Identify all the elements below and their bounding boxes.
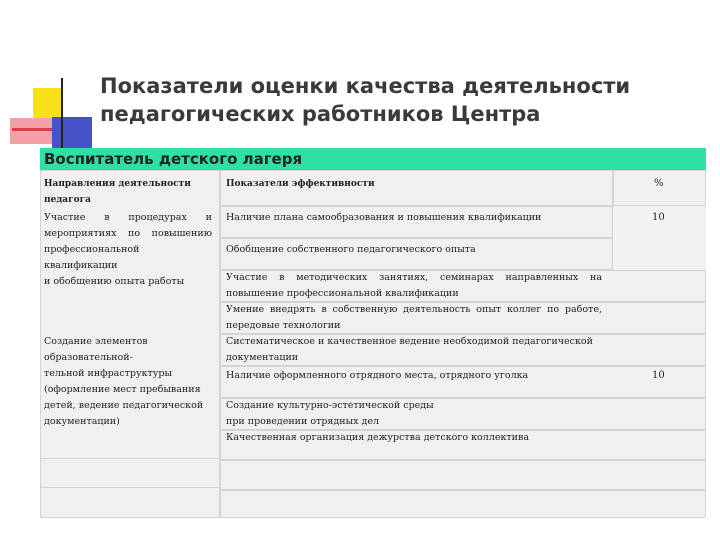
indicator-experience: Обобщение собственного педагогического опыта <box>226 244 476 255</box>
role-banner <box>40 148 706 170</box>
empty-cell <box>220 490 706 518</box>
indicator-documentation: Систематическое и качественное ведение необходимой педагогической документации <box>226 336 593 363</box>
indicator-squad-place: Наличие оформленного отрядного места, отрядного уголка <box>226 370 529 381</box>
percent-group-1: 10 <box>652 212 665 223</box>
empty-cell <box>40 458 220 488</box>
empty-cell <box>220 460 706 490</box>
direction-group-2: Создание элементов образовательной- тельной инфраструктуры (оформление мест пребывания детей, ведение педагогической документации) <box>44 336 204 427</box>
decor-pink-square <box>10 118 54 144</box>
indicator-plan: Наличие плана самообразования и повышения квалификации <box>226 212 542 223</box>
slide-title <box>100 72 700 128</box>
indicator-aesthetic: Создание культурно-эстетической среды при проведении отрядных дел <box>226 400 434 427</box>
decor-blue-square <box>52 117 92 152</box>
indicator-duty: Качественная организация дежурства детского коллектива <box>226 432 530 443</box>
title-line-1: Показатели оценки качества деятельности <box>100 74 631 98</box>
decor-vertical-line <box>61 78 63 156</box>
indicator-colleagues: Умение внедрять в собственную деятельность опыт коллег по работе, передовые технологии <box>226 304 602 331</box>
header-indicators: Показатели эффективности <box>226 179 375 189</box>
percent-group-2: 10 <box>652 370 665 381</box>
indicator-seminars: Участие в методических занятиях, семинарах направленных на повышение профессиональной квалификации <box>226 272 602 299</box>
header-direction: Направления деятельности педагога <box>44 179 191 205</box>
role-banner-text: Воспитатель детского лагеря <box>44 150 303 168</box>
title-line-2: педагогических работников Центра <box>100 102 541 126</box>
evaluation-table <box>40 170 706 518</box>
direction-group-1: Участие в процедурах и мероприятиях по повышению профессиональной квалификации и обобщению опыта работы <box>44 212 212 287</box>
header-percent: % <box>654 178 664 189</box>
